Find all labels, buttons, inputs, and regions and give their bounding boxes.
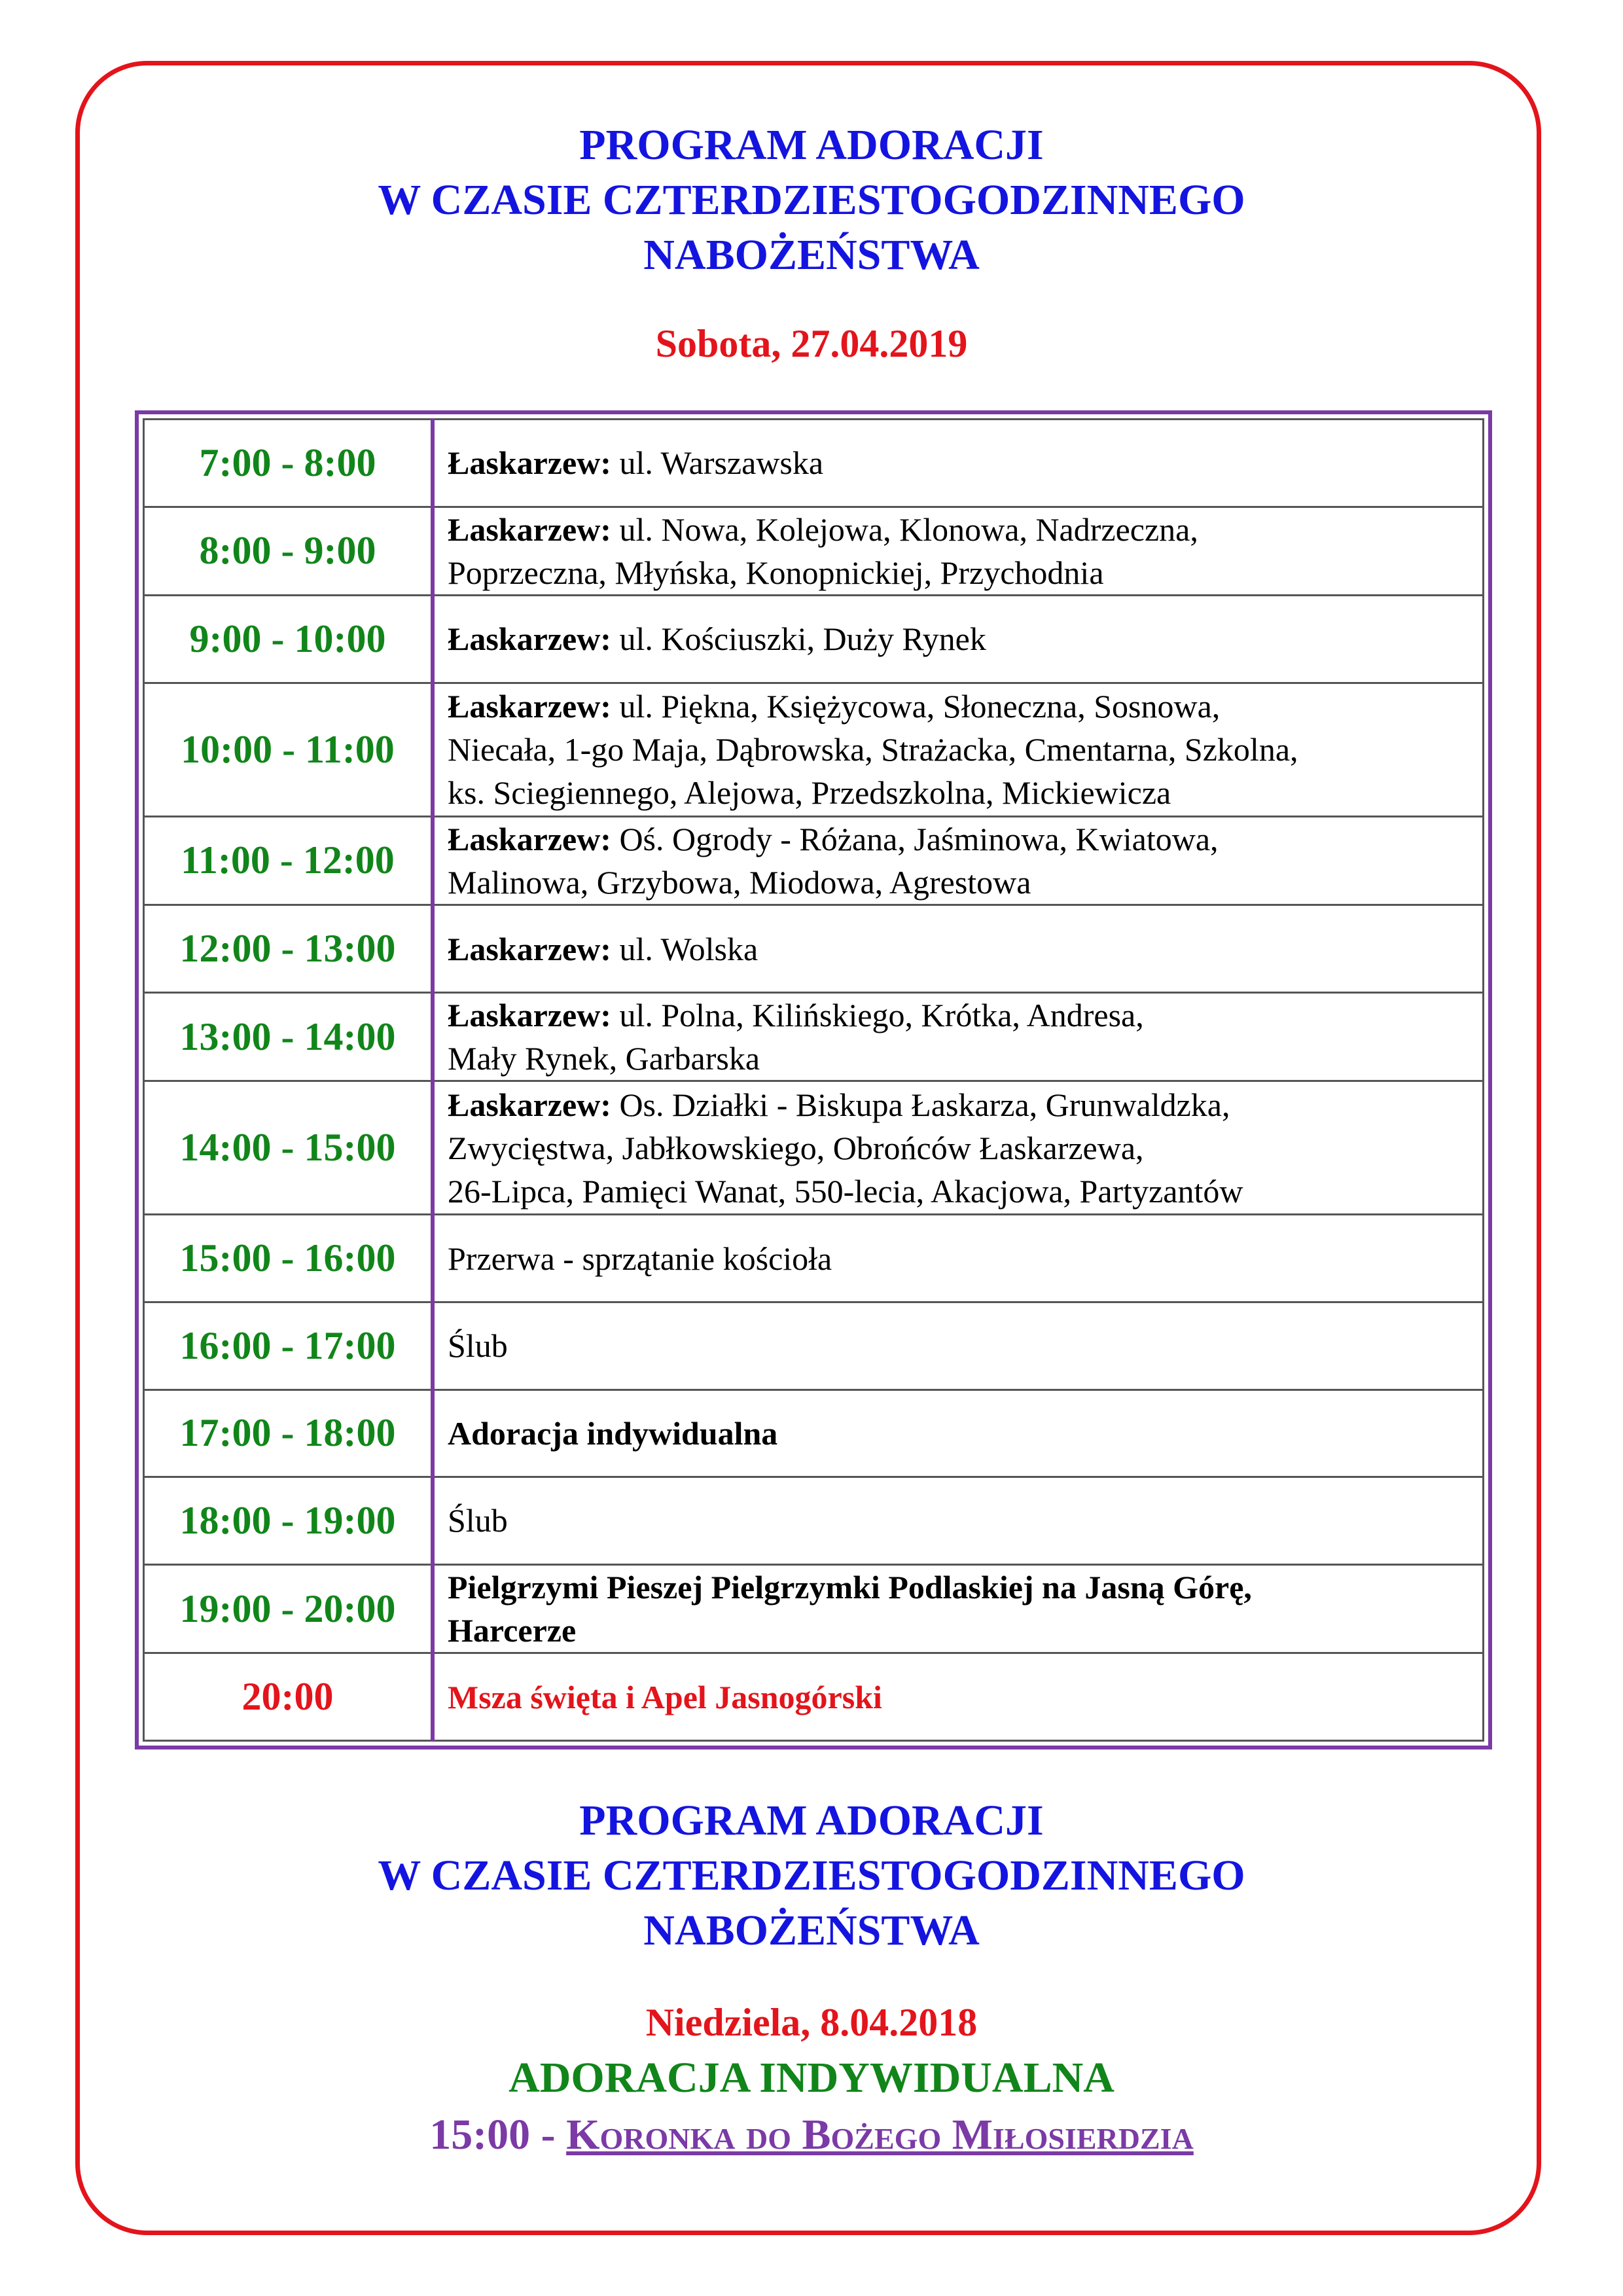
- description-line: [448, 617, 1476, 660]
- place-label: Łaskarzew:: [448, 820, 611, 857]
- description-line: [448, 1237, 1476, 1280]
- street-text: Malinowa, Grzybowa, Miodowa, Agrestowa: [448, 863, 1031, 901]
- description-line: [448, 1170, 1476, 1213]
- heading-line: PROGRAM ADORACJI: [579, 1797, 1044, 1844]
- table-row: [144, 507, 1484, 596]
- description-line: [448, 551, 1476, 594]
- street-text: Os. Działki - Biskupa Łaskarza, Grunwaldzka,: [611, 1086, 1230, 1123]
- table-row: [144, 1477, 1484, 1565]
- description-line: [448, 1083, 1476, 1126]
- street-text: ks. Sciegiennego, Alejowa, Przedszkolna, Mickiewicza: [448, 774, 1171, 812]
- street-text: Niecała, 1-go Maja, Dąbrowska, Strażacka, Cmentarna, Szkolna,: [448, 731, 1298, 768]
- street-text: Oś. Ogrody - Różana, Jaśminowa, Kwiatowa,: [611, 820, 1219, 857]
- street-text: Adoracja indywidualna: [448, 1414, 778, 1452]
- schedule-table: [135, 410, 1492, 1749]
- place-label: Łaskarzew:: [448, 511, 611, 548]
- heading-line: W CZASIE CZTERDZIESTOGODZINNEGO: [378, 1852, 1245, 1899]
- description-line: [448, 994, 1476, 1037]
- time-cell: 16:00 - 17:00: [144, 1302, 433, 1390]
- time-cell: 14:00 - 15:00: [144, 1081, 433, 1215]
- description-cell: [433, 596, 1484, 683]
- street-text: ul. Warszawska: [611, 444, 824, 482]
- time-cell: 10:00 - 11:00: [144, 683, 433, 816]
- description-cell: [433, 816, 1484, 905]
- table-row: [144, 596, 1484, 683]
- street-text: ul. Nowa, Kolejowa, Klonowa, Nadrzeczna,: [611, 511, 1198, 548]
- street-text: ul. Kościuszki, Duży Rynek: [611, 620, 986, 658]
- table-row: [144, 1302, 1484, 1390]
- heading-line: NABOŻEŃSTWA: [643, 231, 980, 279]
- description-cell: [433, 992, 1484, 1081]
- description-line: [448, 1499, 1476, 1542]
- description-cell: [433, 420, 1484, 507]
- street-text: Mały Rynek, Garbarska: [448, 1040, 760, 1077]
- street-text: ul. Wolska: [611, 930, 758, 967]
- street-text: ul. Polna, Kilińskiego, Krótka, Andresa,: [611, 997, 1144, 1034]
- time-cell: 18:00 - 19:00: [144, 1477, 433, 1565]
- schedule-grid: [143, 418, 1484, 1742]
- description-line: [448, 508, 1476, 551]
- table-row: [144, 683, 1484, 816]
- description-line: [448, 685, 1476, 728]
- description-line: [448, 1126, 1476, 1170]
- table-row: [144, 992, 1484, 1081]
- place-label: Łaskarzew:: [448, 997, 611, 1034]
- place-label: Łaskarzew:: [448, 688, 611, 725]
- chaplet-time: 15:00 -: [429, 2111, 567, 2159]
- description-line: [448, 441, 1476, 484]
- place-label: Łaskarzew:: [448, 620, 611, 658]
- time-cell: 15:00 - 16:00: [144, 1215, 433, 1302]
- table-row: [144, 1081, 1484, 1215]
- description-cell: [433, 683, 1484, 816]
- heading-line: PROGRAM ADORACJI: [579, 121, 1044, 169]
- time-cell: 7:00 - 8:00: [144, 420, 433, 507]
- table-row: [144, 420, 1484, 507]
- table-row: [144, 1390, 1484, 1477]
- time-cell: 8:00 - 9:00: [144, 507, 433, 596]
- time-cell: 12:00 - 13:00: [144, 905, 433, 993]
- street-text: Poprzeczna, Młyńska, Konopnickiej, Przychodnia: [448, 554, 1104, 591]
- table-row: [144, 1564, 1484, 1653]
- date-sunday: Niedziela, 8.04.2018: [645, 2001, 978, 2044]
- description-line: [448, 1324, 1476, 1367]
- time-cell: 19:00 - 20:00: [144, 1564, 433, 1653]
- street-text: Zwycięstwa, Jabłkowskiego, Obrońców Łaskarzewa,: [448, 1129, 1144, 1166]
- time-cell: 13:00 - 14:00: [144, 992, 433, 1081]
- place-label: Łaskarzew:: [448, 1086, 611, 1123]
- description-cell: [433, 1215, 1484, 1302]
- description-cell: [433, 1653, 1484, 1741]
- street-text: Pielgrzymi Pieszej Pielgrzymki Podlaskiej na Jasną Górę,: [448, 1569, 1252, 1606]
- street-text: Przerwa - sprzątanie kościoła: [448, 1240, 832, 1277]
- description-line: [448, 817, 1476, 861]
- table-row: [144, 1215, 1484, 1302]
- street-text: Ślub: [448, 1327, 508, 1365]
- street-text: 26-Lipca, Pamięci Wanat, 550-lecia, Akacjowa, Partyzantów: [448, 1172, 1243, 1210]
- description-line: [448, 1037, 1476, 1080]
- time-cell: 9:00 - 10:00: [144, 596, 433, 683]
- adoration-line: ADORACJA INDYWIDUALNA: [508, 2054, 1115, 2102]
- description-line: [448, 1609, 1476, 1652]
- description-line: [448, 1676, 1476, 1719]
- street-text: Harcerze: [448, 1612, 577, 1649]
- description-line: [448, 771, 1476, 814]
- description-line: [448, 1412, 1476, 1455]
- chaplet-link[interactable]: Koronka do Bożego Miłosierdzia: [566, 2111, 1194, 2159]
- description-cell: [433, 507, 1484, 596]
- date-saturday: Sobota, 27.04.2019: [655, 322, 968, 365]
- time-cell: 11:00 - 12:00: [144, 816, 433, 905]
- description-line: [448, 728, 1476, 771]
- street-text: ul. Piękna, Księżycowa, Słoneczna, Sosnowa,: [611, 688, 1221, 725]
- heading-line: NABOŻEŃSTWA: [643, 1907, 980, 1954]
- description-cell: [433, 1302, 1484, 1390]
- description-cell: [433, 1081, 1484, 1215]
- description-cell: [433, 1477, 1484, 1565]
- time-cell: 17:00 - 18:00: [144, 1390, 433, 1477]
- heading-line: W CZASIE CZTERDZIESTOGODZINNEGO: [378, 176, 1245, 224]
- chaplet-line: [0, 2109, 1623, 2161]
- description-line: [448, 1566, 1476, 1609]
- street-text: Msza święta i Apel Jasnogórski: [448, 1678, 882, 1715]
- heading-saturday: [0, 118, 1623, 283]
- description-cell: [433, 1564, 1484, 1653]
- description-line: [448, 927, 1476, 971]
- description-cell: [433, 1390, 1484, 1477]
- street-text: Ślub: [448, 1502, 508, 1539]
- place-label: Łaskarzew:: [448, 444, 611, 482]
- description-line: [448, 861, 1476, 904]
- time-cell: 20:00: [144, 1653, 433, 1741]
- table-row: [144, 905, 1484, 993]
- place-label: Łaskarzew:: [448, 930, 611, 967]
- heading-sunday: [0, 1793, 1623, 1958]
- description-cell: [433, 905, 1484, 993]
- table-row: [144, 816, 1484, 905]
- table-row: [144, 1653, 1484, 1741]
